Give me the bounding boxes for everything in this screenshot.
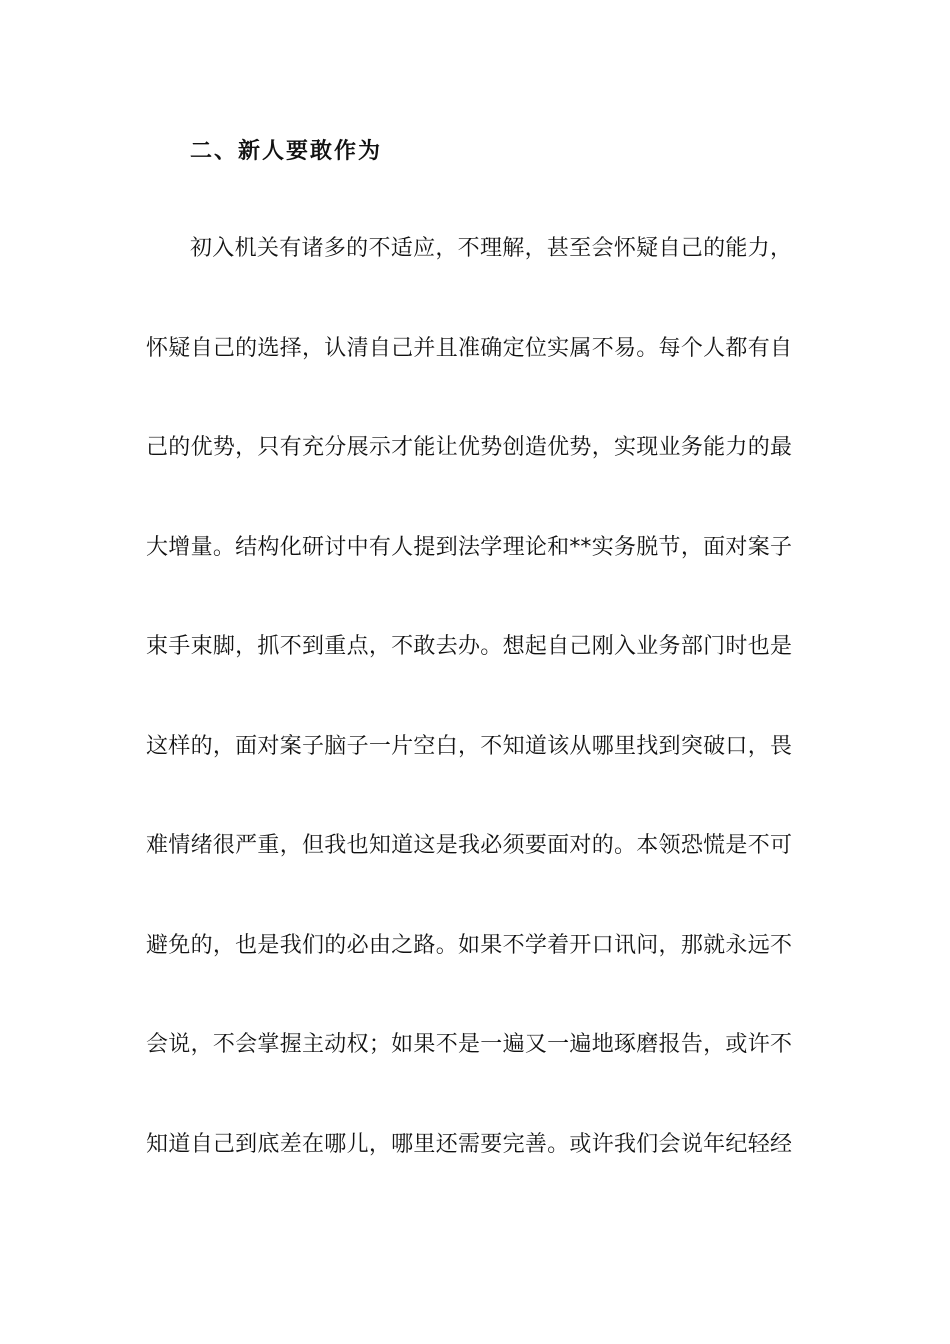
paragraph-line-1: 初入机关有诸多的不适应，不理解，甚至会怀疑自己的能力， xyxy=(190,236,792,261)
paragraph-line-7: 难情绪很严重，但我也知道这是我必须要面对的。本领恐慌是不可 xyxy=(146,833,792,858)
paragraph-line-2: 怀疑自己的选择，认清自己并且准确定位实属不易。每个人都有自 xyxy=(146,336,792,361)
paragraph-line-8: 避免的，也是我们的必由之路。如果不学着开口讯问，那就永远不 xyxy=(146,933,792,958)
paragraph-line-5: 束手束脚，抓不到重点，不敢去办。想起自己刚入业务部门时也是 xyxy=(146,634,792,659)
paragraph-line-9: 会说，不会掌握主动权；如果不是一遍又一遍地琢磨报告，或许不 xyxy=(146,1032,792,1057)
section-heading: 二、新人要敢作为 xyxy=(190,139,383,164)
paragraph-line-4: 大增量。结构化研讨中有人提到法学理论和**实务脱节，面对案子 xyxy=(146,535,792,560)
paragraph-line-10: 知道自己到底差在哪儿，哪里还需要完善。或许我们会说年纪轻经 xyxy=(146,1132,792,1157)
paragraph-line-6: 这样的，面对案子脑子一片空白，不知道该从哪里找到突破口，畏 xyxy=(146,734,792,759)
paragraph-line-3: 己的优势，只有充分展示才能让优势创造优势，实现业务能力的最 xyxy=(146,435,792,460)
